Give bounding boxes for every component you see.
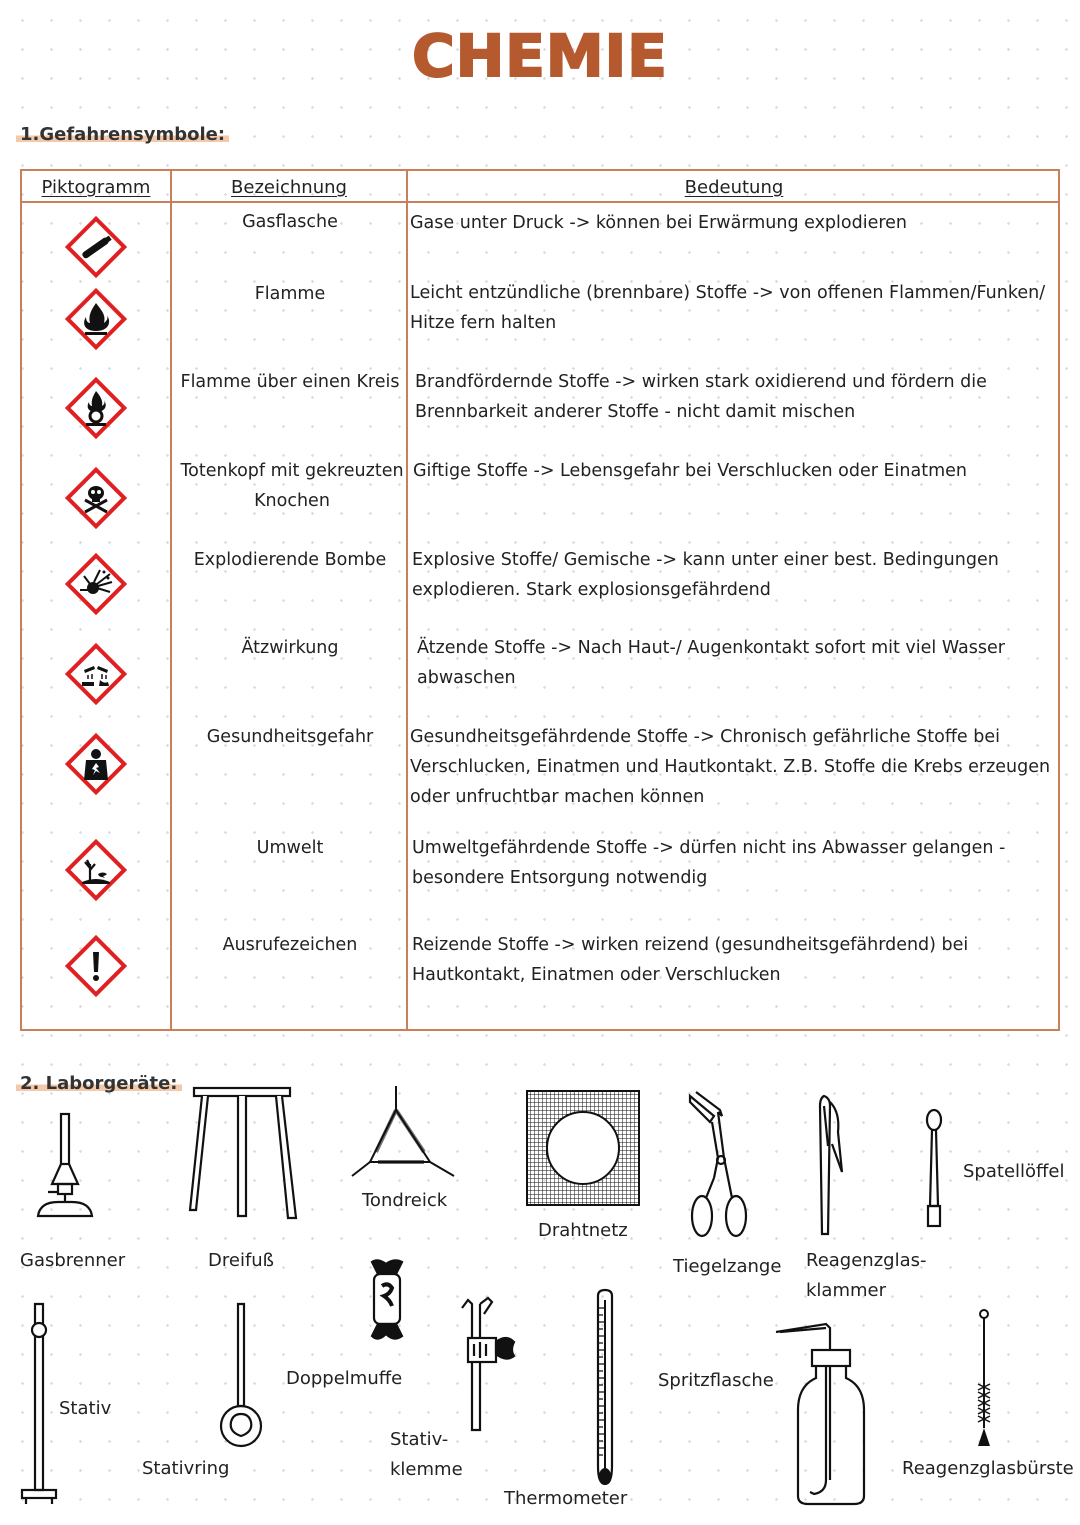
page-title: CHEMIE xyxy=(412,22,668,90)
health-hazard-icon xyxy=(64,732,128,796)
lab-label-reagenzglasbuerste: Reagenzglasbürste xyxy=(902,1458,1074,1479)
corrosion-icon xyxy=(64,642,128,706)
gas-burner-icon xyxy=(30,1110,100,1222)
lab-label-drahtnetz: Drahtnetz xyxy=(538,1220,628,1241)
wire-gauze-icon xyxy=(526,1090,640,1206)
section-heading-hazards: 1.Gefahrensymbole: xyxy=(16,124,229,145)
hazard-name: Gesundheitsgefahr xyxy=(206,727,374,747)
exploding-bomb-icon xyxy=(64,552,128,616)
hazard-name: Flamme xyxy=(254,284,326,304)
lab-label-spritzflasche: Spritzflasche xyxy=(658,1370,774,1391)
lab-label-gasbrenner: Gasbrenner xyxy=(20,1250,126,1271)
hazard-meaning: Giftige Stoffe -> Lebensgefahr bei Verschlucken oder Einatmen xyxy=(413,461,967,481)
skull-crossbones-icon xyxy=(64,466,128,530)
hazard-meaning: Leicht entzündliche (brennbare) Stoffe -> von offenen Flammen/Funken/ Hitze fern halten xyxy=(410,283,1046,333)
lab-label-stativring: Stativring xyxy=(142,1458,230,1479)
hazard-name: Flamme über einen Kreis xyxy=(180,372,400,392)
lab-stand-icon xyxy=(18,1300,62,1506)
hazard-name: Umwelt xyxy=(256,838,324,858)
hazard-name: Ätzwirkung xyxy=(241,638,339,658)
gas-cylinder-icon xyxy=(64,215,128,279)
ring-clamp-icon xyxy=(214,1300,268,1450)
column-header-name: Bezeichnung xyxy=(231,177,347,198)
crucible-tongs-icon xyxy=(684,1088,754,1240)
hazard-meaning: Ätzende Stoffe -> Nach Haut-/ Augenkontakt sofort mit viel Wasser abwaschen xyxy=(417,638,1005,688)
lab-label-dreifuss: Dreifuß xyxy=(208,1250,275,1271)
lab-label-tiegelzange: Tiegelzange xyxy=(673,1256,782,1277)
lab-label-stativ: Stativ xyxy=(59,1398,112,1419)
clay-triangle-icon xyxy=(348,1082,458,1182)
spatula-icon xyxy=(920,1106,950,1230)
lab-label-spatelloeffel: Spatellöffel xyxy=(963,1161,1065,1182)
flame-over-circle-icon xyxy=(64,376,128,440)
test-tube-clamp-icon xyxy=(812,1092,848,1240)
hazard-meaning: Explosive Stoffe/ Gemische -> kann unter einer best. Bedingungen explodieren. Stark explosionsgefährdend xyxy=(412,550,999,600)
section-heading-lab-equipment: 2. Laborgeräte: xyxy=(16,1073,182,1094)
hazard-meaning: Gase unter Druck -> können bei Erwärmung explodieren xyxy=(410,213,908,233)
lab-label-stativklemme: Stativ- klemme xyxy=(390,1429,463,1480)
column-header-pictogram: Piktogramm xyxy=(41,177,151,198)
test-tube-brush-icon xyxy=(970,1306,1000,1448)
column-header-meaning: Bedeutung xyxy=(684,177,784,198)
hazard-meaning: Reizende Stoffe -> wirken reizend (gesundheitsgefährdend) bei Hautkontakt, Einatmen oder Verschlucken xyxy=(412,935,969,985)
hazard-name: Gasflasche xyxy=(242,212,338,232)
hazard-name: Ausrufezeichen xyxy=(222,935,358,955)
wash-bottle-icon xyxy=(774,1320,870,1506)
environment-icon xyxy=(64,838,128,902)
lab-label-thermometer: Thermometer xyxy=(504,1488,628,1509)
table-header-divider xyxy=(22,201,1058,203)
double-boss-icon xyxy=(368,1256,406,1342)
hazard-table xyxy=(20,169,1060,1031)
hazard-name: Totenkopf mit gekreuzten Knochen xyxy=(180,461,404,511)
hazard-meaning: Umweltgefährdende Stoffe -> dürfen nicht ins Abwasser gelangen - besondere Entsorgung notwendig xyxy=(412,838,1006,888)
lab-label-reagenzglasklammer: Reagenzglas- klammer xyxy=(806,1250,927,1301)
hazard-meaning: Gesundheitsgefährdende Stoffe -> Chronisch gefährliche Stoffe bei Verschlucken, Einatmen und Hautkontakt. Z.B. Stoffe die Krebs erzeugen oder unfruchtbar machen können xyxy=(410,727,1051,807)
hazard-name: Explodierende Bombe xyxy=(193,550,387,570)
exclamation-mark-icon xyxy=(64,934,128,998)
thermometer-icon xyxy=(592,1288,618,1488)
lab-label-doppelmuffe: Doppelmuffe xyxy=(286,1368,403,1389)
tripod-icon xyxy=(186,1086,298,1222)
stand-clamp-icon xyxy=(458,1294,522,1436)
flame-icon xyxy=(64,287,128,351)
lab-label-tondreieck: Tondreick xyxy=(362,1190,448,1211)
hazard-meaning: Brandfördernde Stoffe -> wirken stark oxidierend und fördern die Brennbarkeit anderer Stoffe - nicht damit mischen xyxy=(415,372,987,422)
